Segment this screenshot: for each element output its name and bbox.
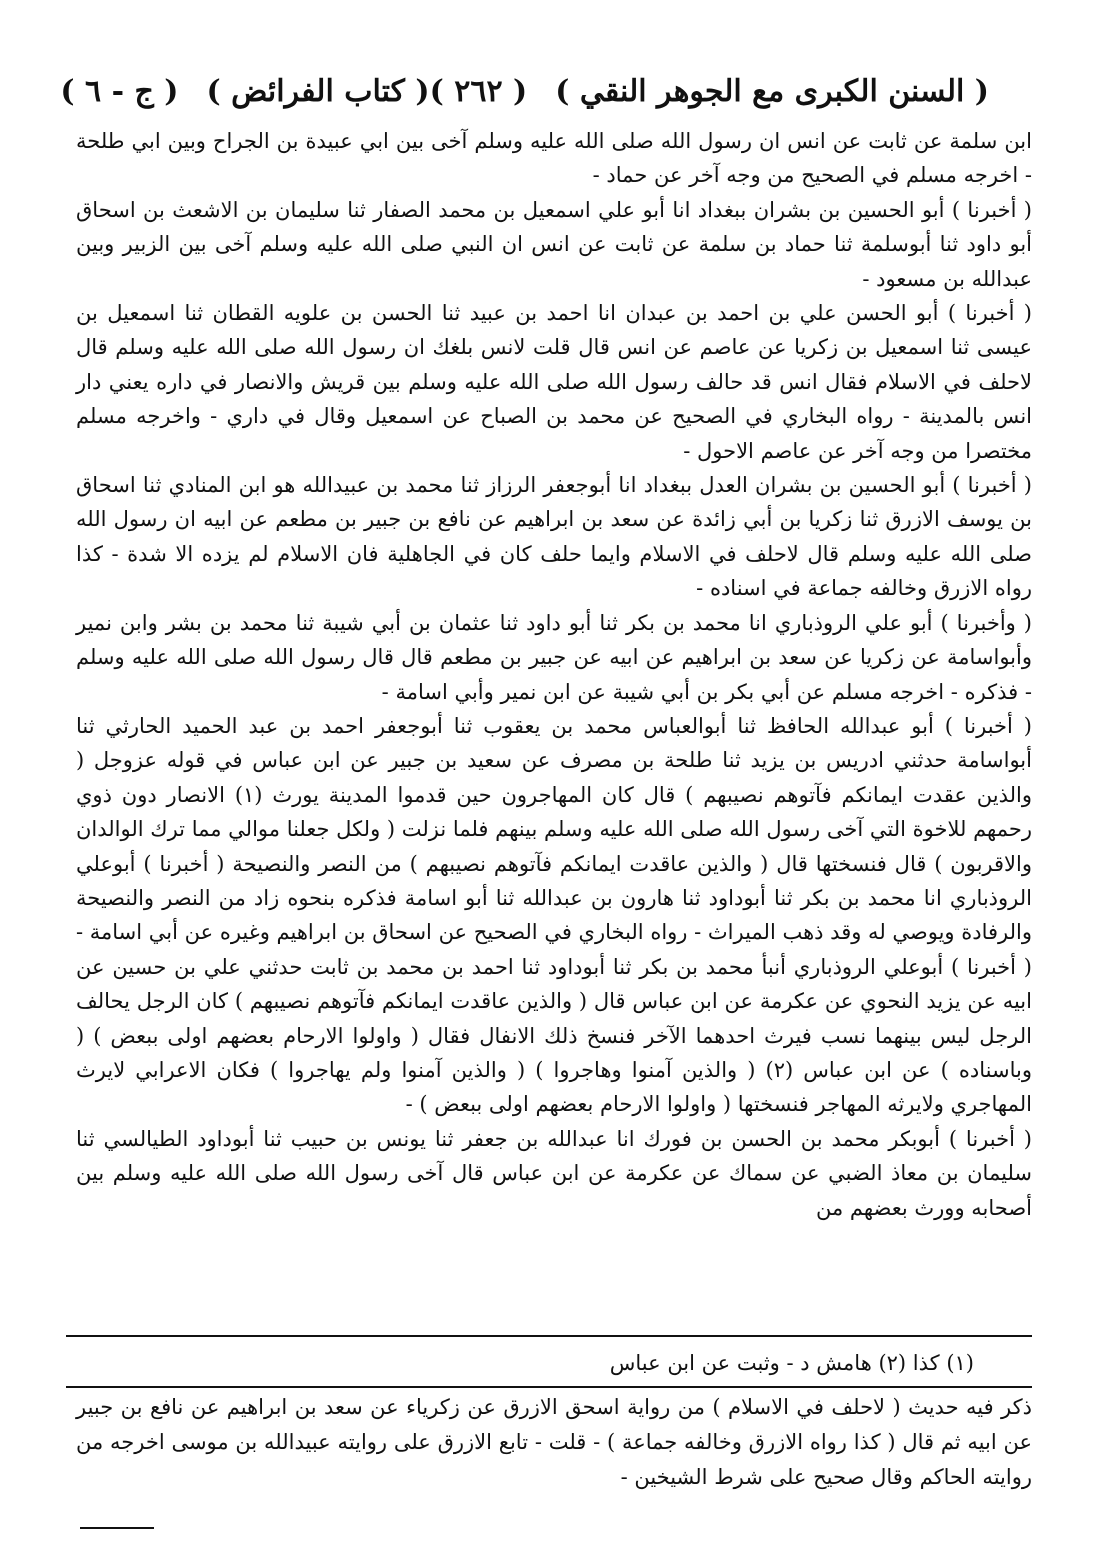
volume-number: ( ج - ٦ )	[60, 73, 179, 109]
footnote-divider	[66, 1335, 1032, 1337]
main-text	[76, 124, 1032, 1225]
page-number: ( ٢٦٢ )	[429, 73, 528, 109]
running-header	[60, 68, 989, 114]
paragraph: ( أخبرنا ) أبو عبدالله الحافظ ثنا أبوالعباس محمد بن يعقوب ثنا أبوجعفر احمد بن عبد الحميد الحارثي ثنا أبواسامة حدثني ادريس بن يزيد ثنا طلحة بن مصرف عن سعيد بن جبير عن ابن عباس في قوله عزوجل ( والذين عقدت ايمانكم فآتوهم نصيبهم ) قال كان المهاجرون حين قدموا المدينة يورث (١) الانصار دون ذوي رحمهم للاخوة التي آخى رسول الله صلى الله عليه وسلم بينهم فلما نزلت ( ولكل جعلنا موالي مما ترك الوالدان والاقربون ) قال فنسختها قال ( والذين عاقدت ايمانكم فآتوهم نصيبهم ) من النصر والنصيحة ( أخبرنا ) أبوعلي الروذباري انا محمد بن بكر ثنا أبوداود ثنا هارون بن عبدالله ثنا أبو اسامة فذكره بنحوه زاد من النصر والنصيحة والرفادة ويوصي له وقد ذهب الميراث - رواه البخاري في الصحيح عن اسحاق بن ابراهيم وغيره عن أبي اسامة -	[75, 713, 1032, 945]
book-title: ( السنن الكبرى مع الجوهر النقي )	[555, 73, 989, 109]
paragraph: ( أخبرنا ) أبو الحسين بن بشران العدل ببغداد انا أبوجعفر الرزاز ثنا محمد بن عبيدالله هو ابن المنادي ثنا اسحاق بن يوسف الازرق ثنا زكريا بن أبي زائدة عن سعد بن ابراهيم عن نافع بن جبير بن مطعم عن ابيه ان رسول الله صلى الله عليه وسلم قال لاحلف في الاسلام وايما حلف كان في الجاهلية فان الاسلام لم يزده الا شدة - كذا رواه الازرق وخالفه جماعة في اسناده -	[76, 473, 1032, 601]
paragraph: ( أخبرنا ) أبوبكر محمد بن الحسن بن فورك انا عبدالله بن جعفر ثنا يونس بن حبيب ثنا أبوداود الطيالسي ثنا سليمان بن معاذ الضبي عن سماك عن عكرمة عن ابن عباس قال آخى رسول الله صلى الله عليه وسلم بين أصحابه وورث بعضهم من	[76, 1126, 1032, 1220]
chapter-title: ( كتاب الفرائض )	[206, 73, 430, 109]
commentary-divider	[66, 1386, 1032, 1388]
paragraph: ( وأخبرنا ) أبو علي الروذباري انا محمد بن بكر ثنا أبو داود ثنا عثمان بن أبي شيبة ثنا محمد بن بشر وابن نمير وأبواسامة عن زكريا عن سعد بن ابراهيم عن ابيه عن جبير بن مطعم قال قال رسول الله صلى الله عليه وسلم - فذكره - اخرجه مسلم عن أبي بكر بن أبي شيبة عن ابن نمير وأبي اسامة -	[76, 610, 1032, 704]
footnote: (١) كذا (٢) هامش د - وثبت عن ابن عباس	[609, 1351, 974, 1375]
commentary-paragraph: ذكر فيه حديث ( لاحلف في الاسلام ) من رواية اسحق الازرق عن زكرياء عن سعد بن ابراهيم عن نافع بن جبير عن ابيه ثم قال ( كذا رواه الازرق وخالفه جماعة ) - قلت - تابع الازرق على روايته عبيدالله بن موسى اخرجه من روايته الحاكم وقال صحيح على شرط الشيخين -	[76, 1395, 1032, 1489]
header-right-group	[430, 74, 989, 109]
header-left-group	[60, 74, 429, 109]
paragraph: ( أخبرنا ) أبو الحسين بن بشران ببغداد انا أبو علي اسمعيل بن محمد الصفار ثنا سليمان بن الاشعث بن اسحاق أبو داود ثنا أبوسلمة ثنا حماد بن سلمة عن ثابت عن انس ان النبي صلى الله عليه وسلم آخى بين الزبير وبين عبدالله بن مسعود -	[76, 197, 1032, 291]
paragraph: ( أخبرنا ) أبو الحسن علي بن احمد بن عبدان انا احمد بن عبيد ثنا الحسن بن علويه القطان ثنا اسمعيل بن عيسى ثنا اسمعيل بن زكريا عن عاصم عن انس قال قلت لانس بلغك ان رسول الله صلى الله عليه وسلم قال لاحلف في الاسلام فقال انس قد حالف رسول الله صلى الله عليه وسلم بين قريش والانصار في داره يعني دار انس بالمدينة - رواه البخاري في الصحيح عن محمد بن الصباح عن اسمعيل وقال في داري - واخرجه مسلم مختصرا من وجه آخر عن عاصم الاحول -	[76, 301, 1032, 463]
end-rule	[80, 1527, 154, 1529]
paragraph: ابن سلمة عن ثابت عن انس ان رسول الله صلى الله عليه وسلم آخى بين ابي عبيدة بن الجراح وبين ابي طلحة - اخرجه مسلم في الصحيح من وجه آخر عن حماد -	[76, 129, 1032, 188]
commentary	[76, 1390, 1032, 1495]
paragraph: ( أخبرنا ) أبوعلي الروذباري أنبأ محمد بن بكر ثنا أبوداود ثنا احمد بن محمد بن ثابت حدثني علي بن حسين عن ابيه عن يزيد النحوي عن عكرمة عن ابن عباس قال ( والذين عاقدت ايمانكم فآتوهم نصيبهم ) كان الرجل يحالف الرجل ليس بينهما نسب فيرث احدهما الآخر فنسخ ذلك الانفال فقال ( واولوا الارحام بعضهم اولى ببعض ) ( وباسناده ) عن ابن عباس (٢) ( والذين آمنوا وهاجروا ) ( والذين آمنوا ولم يهاجروا ) فكان الاعرابي لايرث المهاجري ولايرثه المهاجر فنسختها ( واولوا الارحام بعضهم اولى ببعض ) -	[76, 954, 1032, 1117]
